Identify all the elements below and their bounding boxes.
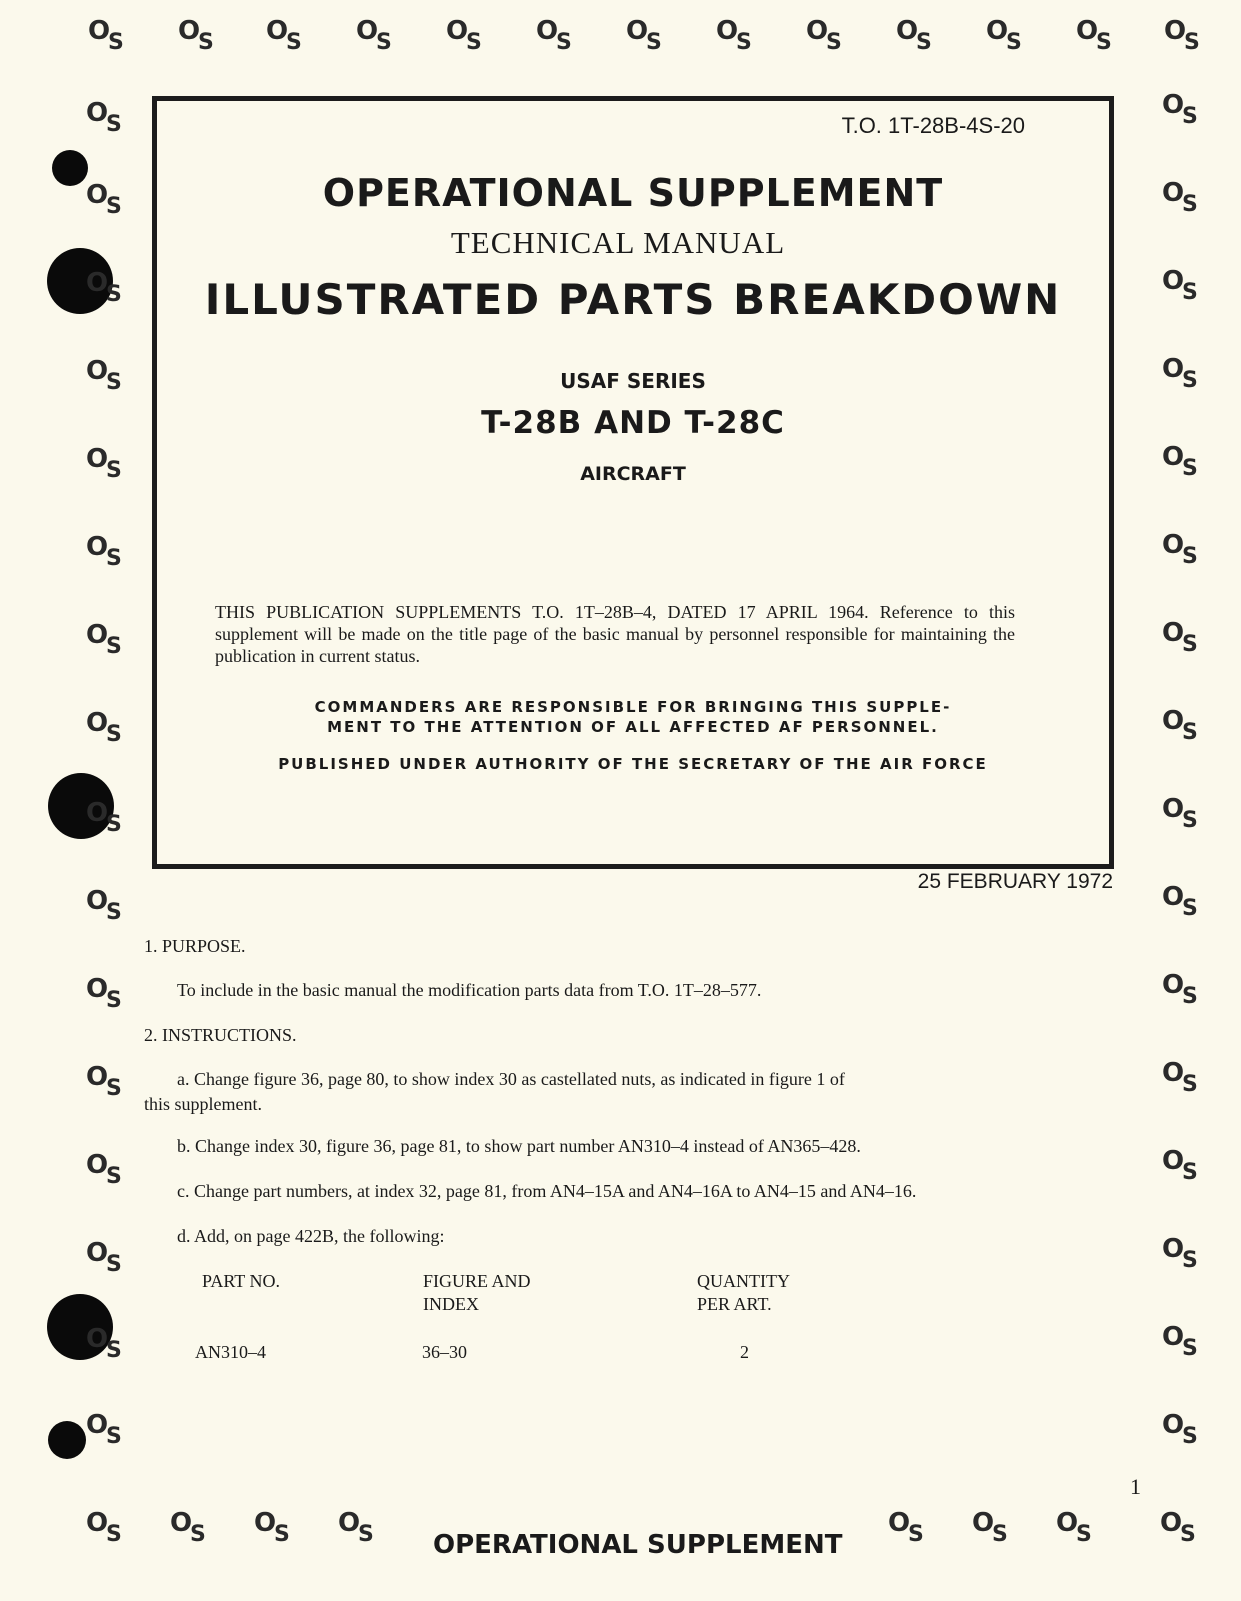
os-mark bbox=[86, 800, 126, 840]
os-mark bbox=[1056, 1510, 1096, 1550]
os-mark-s: S bbox=[1182, 192, 1198, 217]
os-mark-s: S bbox=[106, 900, 122, 925]
os-mark-s: S bbox=[1182, 368, 1198, 393]
os-mark-o: O bbox=[356, 16, 379, 46]
os-mark-o: O bbox=[1162, 1058, 1185, 1088]
os-mark bbox=[806, 18, 846, 58]
os-mark-o: O bbox=[1162, 266, 1185, 296]
os-mark bbox=[88, 18, 128, 58]
commanders-notice bbox=[157, 697, 1109, 737]
os-mark-s: S bbox=[646, 30, 662, 55]
instruction-b: b. Change index 30, figure 36, page 81, to show part number AN310–4 instead of AN365–428. bbox=[177, 1136, 861, 1156]
os-mark bbox=[170, 1510, 210, 1550]
os-mark bbox=[86, 534, 126, 574]
commanders-line-2: MENT TO THE ATTENTION OF ALL AFFECTED AF PERSONNEL. bbox=[327, 718, 939, 736]
instruction-d: d. Add, on page 422B, the following: bbox=[177, 1226, 445, 1246]
commanders-line-1: COMMANDERS ARE RESPONSIBLE FOR BRINGING THIS SUPPLE- bbox=[314, 698, 952, 716]
cell-quantity: 2 bbox=[740, 1342, 749, 1362]
os-mark bbox=[178, 18, 218, 58]
os-mark-s: S bbox=[106, 370, 122, 395]
os-mark-s: S bbox=[106, 1252, 122, 1277]
punch-hole bbox=[52, 150, 88, 186]
os-mark-o: O bbox=[86, 1238, 109, 1268]
os-mark-o: O bbox=[972, 1508, 995, 1538]
os-mark-o: O bbox=[806, 16, 829, 46]
os-mark bbox=[626, 18, 666, 58]
os-mark-s: S bbox=[358, 1522, 374, 1547]
os-mark bbox=[1162, 1412, 1202, 1452]
os-mark bbox=[1162, 708, 1202, 748]
os-mark-s: S bbox=[1182, 544, 1198, 569]
os-mark-s: S bbox=[1184, 30, 1200, 55]
os-mark-o: O bbox=[86, 620, 109, 650]
os-mark-o: O bbox=[86, 974, 109, 1004]
aircraft-models: T-28B AND T-28C bbox=[481, 405, 785, 441]
os-mark-s: S bbox=[1182, 808, 1198, 833]
os-mark bbox=[1164, 18, 1204, 58]
os-mark-s: S bbox=[1182, 896, 1198, 921]
os-mark-o: O bbox=[1162, 1410, 1185, 1440]
os-mark-o: O bbox=[1056, 1508, 1079, 1538]
os-mark-o: O bbox=[1162, 1234, 1185, 1264]
os-mark-s: S bbox=[1182, 1072, 1198, 1097]
os-mark-s: S bbox=[1182, 280, 1198, 305]
os-mark-o: O bbox=[716, 16, 739, 46]
os-mark bbox=[1162, 884, 1202, 924]
os-mark bbox=[716, 18, 756, 58]
os-mark bbox=[1162, 444, 1202, 484]
column-header-part-no: PART NO. bbox=[202, 1271, 280, 1291]
os-mark-s: S bbox=[916, 30, 932, 55]
series-label: USAF SERIES bbox=[560, 369, 706, 393]
os-mark-s: S bbox=[198, 30, 214, 55]
os-mark bbox=[86, 270, 126, 310]
os-mark-o: O bbox=[1162, 354, 1185, 384]
instructions-heading: 2. INSTRUCTIONS. bbox=[144, 1025, 297, 1045]
os-mark-s: S bbox=[908, 1522, 924, 1547]
os-mark bbox=[86, 622, 126, 662]
os-mark-s: S bbox=[106, 634, 122, 659]
column-header-quantity: QUANTITY PER ART. bbox=[697, 1271, 790, 1314]
os-mark bbox=[86, 1510, 126, 1550]
os-mark-o: O bbox=[446, 16, 469, 46]
os-mark-s: S bbox=[1182, 632, 1198, 657]
os-mark bbox=[446, 18, 486, 58]
os-mark-s: S bbox=[106, 988, 122, 1013]
os-mark-s: S bbox=[1006, 30, 1022, 55]
page-number: 1 bbox=[1130, 1474, 1141, 1499]
os-mark-o: O bbox=[86, 1062, 109, 1092]
instruction-a: a. Change figure 36, page 80, to show index 30 as castellated nuts, as indicated in figure 1 of bbox=[177, 1069, 845, 1089]
os-mark-o: O bbox=[86, 356, 109, 386]
os-mark-s: S bbox=[1182, 720, 1198, 745]
os-mark-o: O bbox=[86, 532, 109, 562]
os-mark-s: S bbox=[106, 1338, 122, 1363]
os-mark-o: O bbox=[1162, 794, 1185, 824]
os-mark bbox=[266, 18, 306, 58]
os-mark-o: O bbox=[986, 16, 1009, 46]
os-mark-o: O bbox=[1162, 970, 1185, 1000]
os-mark bbox=[86, 358, 126, 398]
os-mark bbox=[1162, 1060, 1202, 1100]
os-mark-s: S bbox=[106, 812, 122, 837]
os-mark bbox=[896, 18, 936, 58]
title-illustrated-parts-breakdown: ILLUSTRATED PARTS BREAKDOWN bbox=[204, 275, 1062, 324]
os-mark-s: S bbox=[106, 194, 122, 219]
os-mark-s: S bbox=[190, 1522, 206, 1547]
instruction-c: c. Change part numbers, at index 32, page 81, from AN4–15A and AN4–16A to AN4–15 and AN4–16. bbox=[177, 1181, 917, 1201]
os-mark-o: O bbox=[1162, 1322, 1185, 1352]
os-mark bbox=[254, 1510, 294, 1550]
publication-date: 25 FEBRUARY 1972 bbox=[917, 870, 1113, 893]
os-mark-s: S bbox=[286, 30, 302, 55]
os-mark-o: O bbox=[1162, 1146, 1185, 1176]
os-mark-s: S bbox=[106, 112, 122, 137]
os-mark-s: S bbox=[108, 30, 124, 55]
os-mark-s: S bbox=[1182, 1248, 1198, 1273]
title-technical-manual: TECHNICAL MANUAL bbox=[450, 225, 786, 260]
os-mark bbox=[1162, 1324, 1202, 1364]
os-mark-o: O bbox=[86, 798, 109, 828]
os-mark bbox=[1162, 532, 1202, 572]
os-mark-s: S bbox=[274, 1522, 290, 1547]
os-mark bbox=[1162, 268, 1202, 308]
os-mark-s: S bbox=[106, 282, 122, 307]
os-mark bbox=[86, 976, 126, 1016]
os-mark-o: O bbox=[888, 1508, 911, 1538]
os-mark-o: O bbox=[896, 16, 919, 46]
os-mark-o: O bbox=[86, 180, 109, 210]
os-mark bbox=[338, 1510, 378, 1550]
os-mark-o: O bbox=[1162, 178, 1185, 208]
os-mark-o: O bbox=[1162, 442, 1185, 472]
os-mark-s: S bbox=[106, 1522, 122, 1547]
footer-label: OPERATIONAL SUPPLEMENT bbox=[433, 1530, 843, 1560]
os-mark bbox=[1162, 180, 1202, 220]
os-mark-s: S bbox=[1182, 1160, 1198, 1185]
os-mark-o: O bbox=[86, 1150, 109, 1180]
os-mark-s: S bbox=[106, 546, 122, 571]
os-mark-o: O bbox=[86, 1324, 109, 1354]
os-mark-o: O bbox=[266, 16, 289, 46]
os-mark-o: O bbox=[626, 16, 649, 46]
os-mark-s: S bbox=[1182, 456, 1198, 481]
to-number: T.O. 1T-28B-4S-20 bbox=[841, 113, 1025, 138]
os-mark-s: S bbox=[1076, 1522, 1092, 1547]
os-mark-o: O bbox=[86, 98, 109, 128]
os-mark-o: O bbox=[170, 1508, 193, 1538]
os-mark-s: S bbox=[106, 458, 122, 483]
os-mark bbox=[888, 1510, 928, 1550]
os-mark-o: O bbox=[1162, 90, 1185, 120]
os-mark bbox=[1162, 92, 1202, 132]
os-mark bbox=[356, 18, 396, 58]
os-mark-o: O bbox=[178, 16, 201, 46]
os-mark bbox=[972, 1510, 1012, 1550]
os-mark bbox=[536, 18, 576, 58]
os-mark-s: S bbox=[1182, 984, 1198, 1009]
os-mark-s: S bbox=[106, 1076, 122, 1101]
os-mark-s: S bbox=[556, 30, 572, 55]
cell-figure-index: 36–30 bbox=[422, 1342, 467, 1362]
title-box bbox=[152, 96, 1114, 869]
os-mark-o: O bbox=[254, 1508, 277, 1538]
purpose-text: To include in the basic manual the modification parts data from T.O. 1T–28–577. bbox=[177, 980, 762, 1000]
os-mark-s: S bbox=[1182, 1336, 1198, 1361]
os-mark-o: O bbox=[1162, 882, 1185, 912]
cell-part-no: AN310–4 bbox=[195, 1342, 266, 1362]
os-mark bbox=[1162, 1236, 1202, 1276]
instruction-a-continued: this supplement. bbox=[144, 1094, 262, 1114]
os-mark bbox=[986, 18, 1026, 58]
os-mark-o: O bbox=[1164, 16, 1187, 46]
os-mark-o: O bbox=[536, 16, 559, 46]
os-mark-o: O bbox=[1162, 618, 1185, 648]
os-mark-s: S bbox=[106, 1164, 122, 1189]
os-mark-s: S bbox=[466, 30, 482, 55]
os-mark-s: S bbox=[1182, 1424, 1198, 1449]
os-mark-o: O bbox=[1076, 16, 1099, 46]
os-mark bbox=[1162, 1148, 1202, 1188]
os-mark-o: O bbox=[86, 444, 109, 474]
os-mark bbox=[86, 888, 126, 928]
os-mark-s: S bbox=[992, 1522, 1008, 1547]
os-mark-o: O bbox=[86, 1410, 109, 1440]
os-mark bbox=[86, 1064, 126, 1104]
os-mark-o: O bbox=[1162, 706, 1185, 736]
os-mark-o: O bbox=[88, 16, 111, 46]
os-mark-o: O bbox=[86, 1508, 109, 1538]
os-mark bbox=[86, 1326, 126, 1366]
os-mark bbox=[1076, 18, 1116, 58]
purpose-heading: 1. PURPOSE. bbox=[144, 936, 246, 956]
punch-hole bbox=[48, 1421, 86, 1459]
authority-statement: PUBLISHED UNDER AUTHORITY OF THE SECRETARY OF THE AIR FORCE bbox=[278, 755, 988, 773]
os-mark-s: S bbox=[826, 30, 842, 55]
os-mark-s: S bbox=[1096, 30, 1112, 55]
os-mark bbox=[1162, 356, 1202, 396]
title-operational-supplement: OPERATIONAL SUPPLEMENT bbox=[322, 171, 944, 215]
aircraft-label: AIRCRAFT bbox=[580, 463, 686, 485]
os-mark bbox=[86, 1412, 126, 1452]
os-mark bbox=[1160, 1510, 1200, 1550]
os-mark-s: S bbox=[376, 30, 392, 55]
publication-supplement-text: THIS PUBLICATION SUPPLEMENTS T.O. 1T–28B–4, DATED 17 APRIL 1964. Reference to this supplement will be made on the title page of the basic manual by personnel responsible for maintaining the publication in current status. bbox=[215, 602, 1015, 666]
os-mark-s: S bbox=[106, 1424, 122, 1449]
os-mark bbox=[86, 182, 126, 222]
os-mark-o: O bbox=[1160, 1508, 1183, 1538]
os-mark-s: S bbox=[106, 722, 122, 747]
os-mark-o: O bbox=[338, 1508, 361, 1538]
os-mark-s: S bbox=[736, 30, 752, 55]
os-mark-o: O bbox=[86, 886, 109, 916]
os-mark-o: O bbox=[1162, 530, 1185, 560]
os-mark bbox=[1162, 972, 1202, 1012]
os-mark-s: S bbox=[1180, 1522, 1196, 1547]
os-mark bbox=[86, 710, 126, 750]
os-mark-o: O bbox=[86, 708, 109, 738]
os-mark bbox=[86, 1152, 126, 1192]
os-mark bbox=[86, 446, 126, 486]
os-mark bbox=[86, 100, 126, 140]
os-mark bbox=[1162, 796, 1202, 836]
os-mark bbox=[86, 1240, 126, 1280]
column-header-figure-index: FIGURE AND INDEX bbox=[423, 1271, 531, 1314]
os-mark-o: O bbox=[86, 268, 109, 298]
os-mark bbox=[1162, 620, 1202, 660]
os-mark-s: S bbox=[1182, 104, 1198, 129]
